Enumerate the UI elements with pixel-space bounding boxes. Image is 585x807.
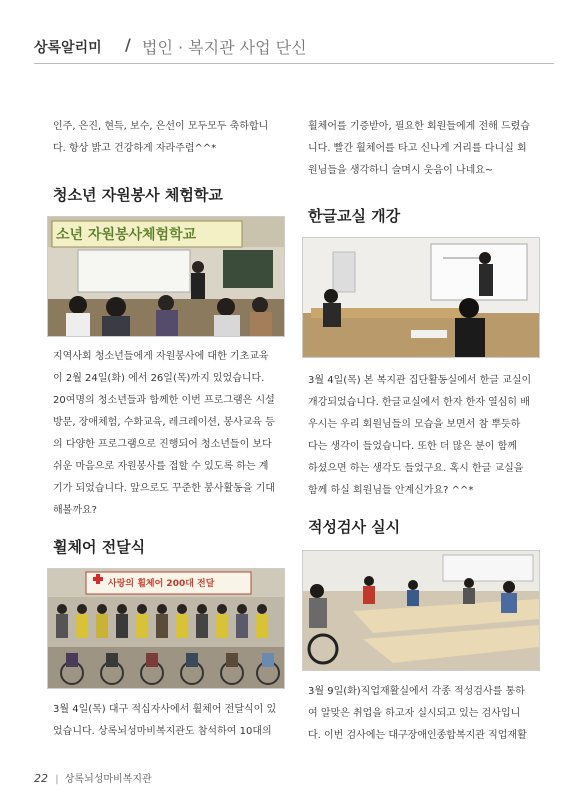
aptitude-test-paragraph (308, 681, 527, 747)
korean-class-line: 함께 하실 회원님들 안계신가요? ^^* (308, 485, 474, 496)
continued-line: 휠체어를 기증받아, 필요한 회원들에게 전해 드렸습 (308, 121, 530, 132)
footer-organization: 상록뇌성마비복지관 (64, 774, 152, 785)
intro-line: 다. 항상 밝고 건강하게 자라주렴^^* (53, 143, 217, 154)
intro-line: 인주, 은진, 현득, 보수, 은선이 모두모두 축하합니 (53, 121, 269, 132)
youth-volunteer-paragraph (53, 346, 275, 522)
continued-line: 니다. 빨간 휠체어를 타고 신나게 거리를 다니실 회 (308, 143, 527, 154)
korean-class-line: 다는 생각이 들었습니다. 또한 더 많은 분이 함께 (308, 441, 517, 452)
youth-line: 20여명의 청소년들과 함께한 이번 프로그램은 시설 (53, 395, 275, 406)
header-brand: 상록알리미 (34, 40, 102, 56)
youth-line: 방문, 장애체험, 수화교육, 레크레이션, 봉사교육 등 (53, 417, 275, 428)
wheelchair-heading: 휠체어 전달식 (53, 538, 146, 556)
header-section-title: 법인 · 복지관 사업 단신 (142, 38, 307, 57)
wheelchair-paragraph (53, 699, 276, 743)
aptitude-line: 3월 9일(화)직업재활실에서 각종 적성검사를 통하 (308, 686, 525, 697)
aptitude-line: 다. 이번 검사에는 대구장애인종합복지관 직업재활 (308, 730, 527, 741)
footer-separator: | (55, 774, 59, 785)
youth-line: 기가 되었습니다. 앞으로도 꾸준한 봉사활동을 기대 (53, 483, 275, 494)
aptitude-test-photo (302, 550, 540, 671)
youth-line: 의 다양한 프로그램으로 진행되어 청소년들이 보다 (53, 439, 272, 450)
youth-line: 지역사회 청소년들에게 자원봉사에 대한 기초교육 (53, 351, 269, 362)
youth-volunteer-heading: 청소년 자원봉사 체험학교 (53, 186, 223, 204)
wheelchair-line: 었습니다. 상록뇌성마비복지관도 참석하여 10대의 (53, 726, 272, 737)
aptitude-test-heading: 적성검사 실시 (308, 518, 401, 536)
header-slash: / (125, 35, 131, 54)
page-header (34, 35, 554, 61)
wheelchair-continued-paragraph (308, 116, 530, 182)
aptitude-line: 여 알맞은 취업을 하고자 실시되고 있는 검사입니 (308, 708, 521, 719)
youth-line: 이 2월 24일(화) 에서 26일(목)까지 있었습니다. (53, 373, 265, 384)
wheelchair-line: 3월 4일(목) 대구 적십자사에서 휠체어 전달식이 있 (53, 704, 277, 715)
continued-line: 원님들을 생각하니 슬며시 웃음이 나네요~ (308, 165, 494, 176)
youth-volunteer-photo (47, 216, 285, 337)
youth-line: 해볼까요? (53, 505, 97, 516)
korean-class-line: 개강되었습니다. 한글교실에서 한자 한자 열심히 배 (308, 397, 530, 408)
korean-class-photo (302, 237, 540, 358)
page-number: 22 (34, 772, 48, 785)
korean-class-line: 우시는 우리 회원님들의 모습을 보면서 참 뿌듯하 (308, 419, 521, 430)
youth-banner-text: 소년 자원봉사체험학교 (56, 227, 197, 243)
korean-class-paragraph (308, 370, 531, 502)
youth-line: 쉬운 마음으로 자원봉사를 접할 수 있도록 하는 계 (53, 461, 269, 472)
korean-class-line: 하셨으면 하는 생각도 들었구요. 혹시 한글 교실을 (308, 463, 524, 474)
header-divider (34, 63, 554, 64)
wheelchair-banner-text: 사랑의 휠체어 200대 전달 (108, 579, 215, 589)
page-footer (34, 770, 152, 785)
intro-paragraph (53, 116, 268, 160)
wheelchair-photo (47, 568, 285, 689)
korean-class-heading: 한글교실 개강 (308, 207, 401, 225)
korean-class-line: 3월 4일(목) 본 복지관 집단활동실에서 한글 교실이 (308, 375, 532, 386)
